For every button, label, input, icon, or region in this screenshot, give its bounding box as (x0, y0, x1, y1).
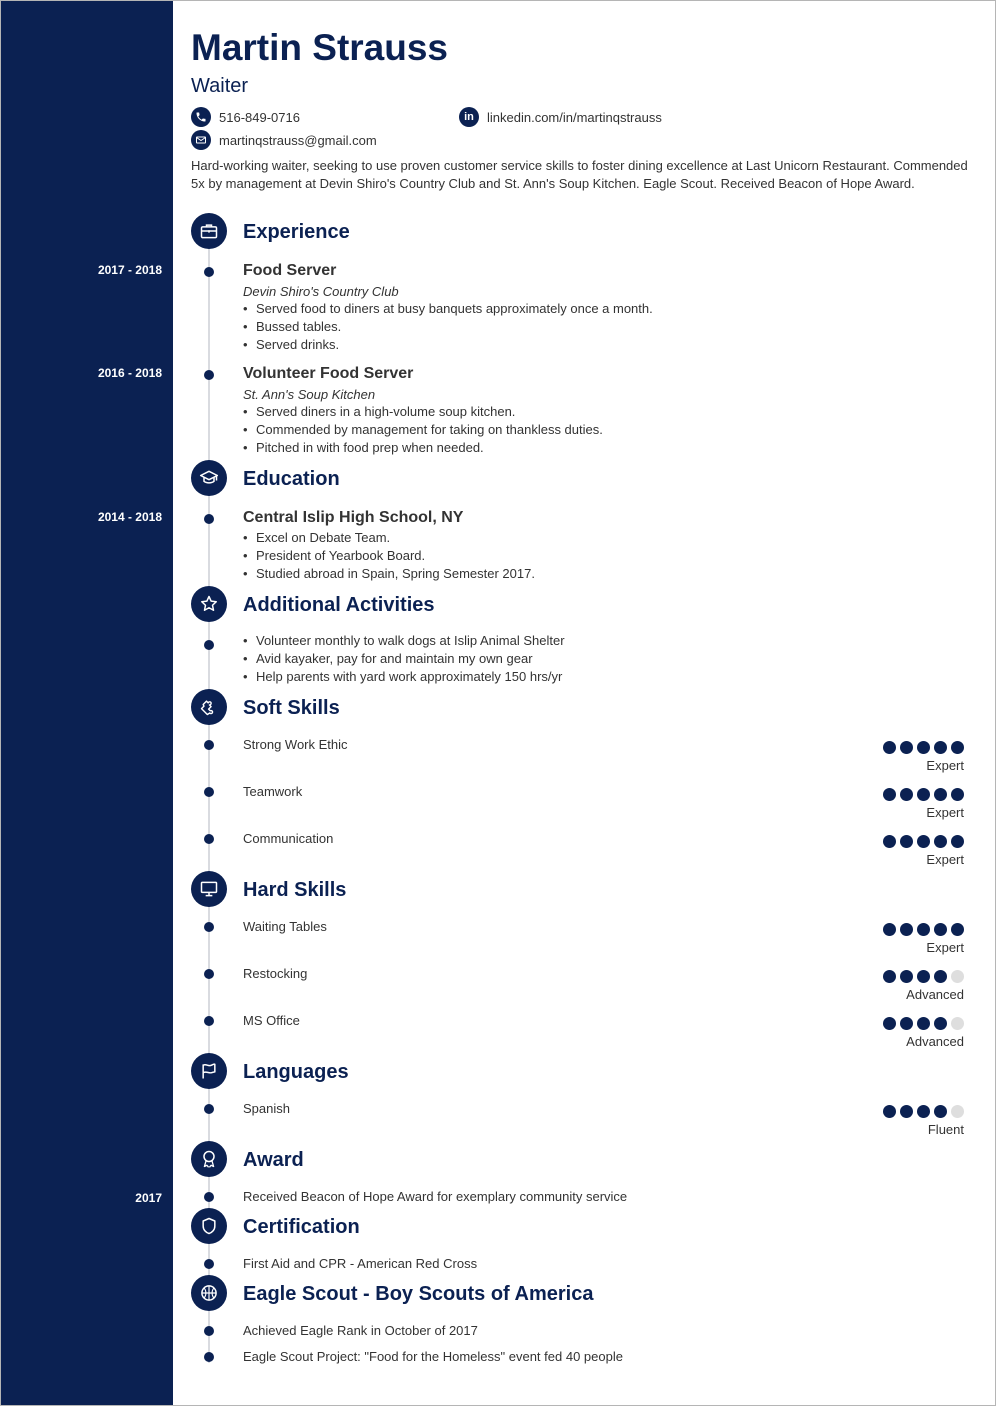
soft-skills-heading: Soft Skills (243, 697, 340, 719)
skill-rating (879, 923, 964, 936)
rating-dot-filled (900, 1105, 913, 1118)
skill-name: MS Office (243, 1013, 300, 1028)
flag-icon (191, 1053, 227, 1089)
list-item: • Excel on Debate Team. (243, 529, 535, 547)
timeline-dot (204, 1104, 214, 1114)
skill-name: Teamwork (243, 784, 303, 799)
skill-level: Expert (926, 758, 964, 773)
timeline-dot (204, 267, 214, 277)
skill-rating (879, 741, 964, 754)
rating-dot-filled (934, 923, 947, 936)
job-dates: 2016 - 2018 (97, 366, 162, 380)
timeline-dot (204, 370, 214, 380)
rating-dot-filled (951, 741, 964, 754)
skill-level: Expert (926, 940, 964, 955)
skill-name: Strong Work Ethic (243, 737, 348, 752)
puzzle-icon (191, 689, 227, 725)
timeline-dot (204, 922, 214, 932)
rating-dot-filled (900, 1017, 913, 1030)
job-title: Food Server (243, 262, 337, 279)
activities-bullets (243, 632, 565, 686)
list-item: • Studied abroad in Spain, Spring Semester 2017. (243, 565, 535, 583)
list-item: • Commended by management for taking on thankless duties. (243, 421, 603, 439)
rating-dot-filled (934, 788, 947, 801)
timeline-dot (204, 1326, 214, 1336)
timeline-dot (204, 1259, 214, 1269)
skill-level: Advanced (906, 987, 964, 1002)
rating-dot-filled (900, 835, 913, 848)
linkedin-icon: in (459, 107, 479, 127)
email-icon (191, 130, 211, 150)
job-dates: 2017 - 2018 (97, 263, 162, 277)
summary: Hard-working waiter, seeking to use proven customer service skills to foster dining excellence at Last Unicorn Restaurant. Commended 5x by management at Devin Shiro's Country Club and St. Ann's Soup Kitchen. Eagle Scout. Received Beacon of Hope Award. (191, 158, 968, 191)
job-organization: St. Ann's Soup Kitchen (243, 387, 376, 402)
timeline-dot (204, 640, 214, 650)
skill-name: Restocking (243, 966, 308, 981)
rating-dot-filled (917, 741, 930, 754)
job-title: Volunteer Food Server (243, 365, 414, 382)
rating-dot-filled (883, 741, 896, 754)
contact-phone (191, 107, 300, 127)
skill-level: Advanced (906, 1034, 964, 1049)
experience-heading: Experience (243, 221, 350, 243)
rating-dot-filled (917, 788, 930, 801)
rating-dot-filled (883, 1017, 896, 1030)
skill-rating (879, 835, 964, 848)
list-item: • Help parents with yard work approximately 150 hrs/yr (243, 668, 565, 686)
school-name: Central Islip High School, NY (243, 509, 464, 526)
education-heading: Education (243, 468, 340, 490)
rating-dot-filled (883, 923, 896, 936)
job-bullets (243, 300, 653, 354)
certification-text: First Aid and CPR - American Red Cross (243, 1256, 478, 1271)
rating-dot-filled (900, 970, 913, 983)
star-icon (191, 586, 227, 622)
rating-dot-filled (917, 1017, 930, 1030)
rating-dot-empty (951, 970, 964, 983)
rating-dot-filled (900, 741, 913, 754)
rating-dot-filled (900, 788, 913, 801)
timeline-dot (204, 787, 214, 797)
rating-dot-filled (951, 923, 964, 936)
phone-icon (191, 107, 211, 127)
list-item: • Served diners in a high-volume soup kitchen. (243, 403, 603, 421)
eagle-scout-item: Achieved Eagle Rank in October of 2017 (243, 1323, 478, 1338)
email-address: martinqstrauss@gmail.com (219, 132, 377, 148)
linkedin-url: linkedin.com/in/martinqstrauss (487, 109, 662, 125)
skill-level: Expert (926, 852, 964, 867)
timeline-dot (204, 740, 214, 750)
eagle-scout-item: Eagle Scout Project: "Food for the Homeless" event fed 40 people (243, 1349, 623, 1364)
award-date: 2017 (135, 1191, 162, 1205)
rating-dot-filled (883, 835, 896, 848)
education-dates: 2014 - 2018 (97, 510, 162, 524)
list-item: • Served food to diners at busy banquets approximately once a month. (243, 300, 653, 318)
rating-dot-filled (883, 970, 896, 983)
language-level: Fluent (927, 1122, 964, 1137)
rating-dot-filled (934, 1017, 947, 1030)
rating-dot-filled (900, 923, 913, 936)
rating-dot-filled (917, 923, 930, 936)
rating-dot-filled (934, 741, 947, 754)
timeline-dot (204, 1352, 214, 1362)
rating-dot-filled (934, 835, 947, 848)
graduation-cap-icon (191, 460, 227, 496)
skill-rating (879, 970, 964, 983)
skill-name: Waiting Tables (243, 919, 327, 934)
list-item: • Avid kayaker, pay for and maintain my own gear (243, 650, 565, 668)
rating-dot-filled (917, 970, 930, 983)
timeline-dot (204, 514, 214, 524)
list-item: • Served drinks. (243, 336, 653, 354)
timeline-dot (204, 1192, 214, 1202)
shield-icon (191, 1208, 227, 1244)
language-rating (879, 1105, 964, 1118)
timeline-dot (204, 1016, 214, 1026)
timeline-dot (204, 834, 214, 844)
award-text: Received Beacon of Hope Award for exemplary community service (243, 1189, 628, 1204)
skill-level: Expert (926, 805, 964, 820)
job-bullets (243, 403, 603, 457)
hard-skills-heading: Hard Skills (243, 879, 347, 901)
skill-rating (879, 788, 964, 801)
languages-heading: Languages (243, 1061, 349, 1083)
award-ribbon-icon (191, 1141, 227, 1177)
monitor-icon (191, 871, 227, 907)
rating-dot-empty (951, 1105, 964, 1118)
list-item: • Bussed tables. (243, 318, 653, 336)
rating-dot-filled (934, 970, 947, 983)
list-item: • President of Yearbook Board. (243, 547, 535, 565)
education-bullets (243, 529, 535, 583)
rating-dot-filled (934, 1105, 947, 1118)
activities-heading: Additional Activities (243, 594, 435, 616)
rating-dot-filled (883, 1105, 896, 1118)
list-item: • Volunteer monthly to walk dogs at Islip Animal Shelter (243, 632, 565, 650)
rating-dot-filled (951, 788, 964, 801)
language-name: Spanish (243, 1101, 290, 1116)
skill-rating (879, 1017, 964, 1030)
candidate-role: Waiter (191, 75, 249, 97)
award-heading: Award (243, 1149, 304, 1171)
timeline-dot (204, 969, 214, 979)
rating-dot-empty (951, 1017, 964, 1030)
contact-linkedin (459, 107, 662, 127)
rating-dot-filled (917, 835, 930, 848)
briefcase-icon (191, 213, 227, 249)
list-item: • Pitched in with food prep when needed. (243, 439, 603, 457)
rating-dot-filled (883, 788, 896, 801)
eagle-scout-heading: Eagle Scout - Boy Scouts of America (243, 1283, 594, 1305)
phone-number: 516-849-0716 (219, 109, 300, 125)
rating-dot-filled (951, 835, 964, 848)
skill-name: Communication (243, 831, 334, 846)
job-organization: Devin Shiro's Country Club (243, 284, 399, 299)
basketball-icon (191, 1275, 227, 1311)
contact-email (191, 130, 377, 150)
candidate-name: Martin Strauss (191, 27, 449, 68)
certification-heading: Certification (243, 1216, 360, 1238)
rating-dot-filled (917, 1105, 930, 1118)
